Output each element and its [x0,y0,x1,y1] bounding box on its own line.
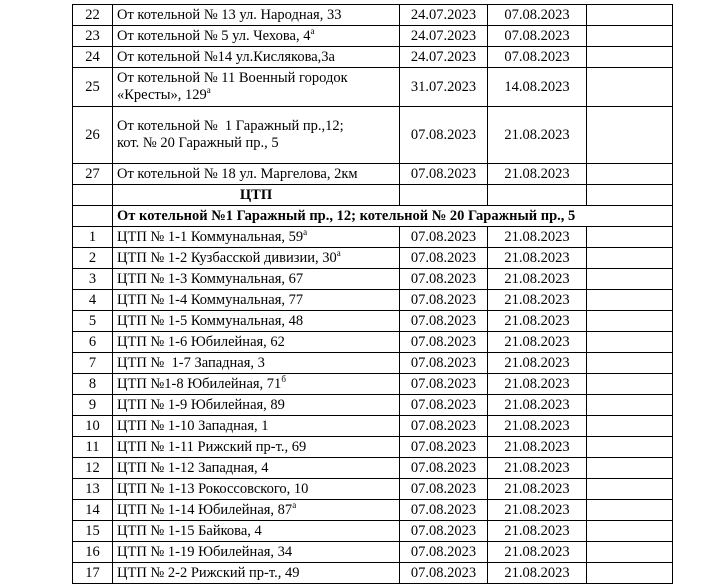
row-description: От котельной № 18 ул. Маргелова, 2км [113,164,400,185]
end-date: 21.08.2023 [488,332,587,353]
start-date: 07.08.2023 [400,500,488,521]
empty-cell [73,185,113,206]
row-description: ЦТП № 1-2 Кузбасской дивизии, $30^а$ [113,248,400,269]
end-date: 21.08.2023 [488,479,587,500]
empty-cell [587,5,673,26]
empty-cell [488,185,587,206]
row-description: ЦТП № 1-11 Рижский пр-т., 69 [113,437,400,458]
row-description: ЦТП № 1-15 Байкова, 4 [113,521,400,542]
table-row [73,269,673,290]
row-number: 11 [73,437,113,458]
start-date: 07.08.2023 [400,248,488,269]
table-row [73,500,673,521]
start-date: 07.08.2023 [400,107,488,164]
row-description: ЦТП № 2-2 Рижский пр-т., 49 [113,563,400,584]
row-number: 12 [73,458,113,479]
start-date: 24.07.2023 [400,26,488,47]
row-description: От котельной № 11 Военный городок «Кресты», $129^а$ [113,68,400,107]
row-number: 14 [73,500,113,521]
row-description: ЦТП №1-8 Юбилейная, $71^б$ [113,374,400,395]
empty-cell [587,107,673,164]
row-number: 27 [73,164,113,185]
end-date: 21.08.2023 [488,500,587,521]
superscript: а [303,227,308,237]
table-row [73,563,673,584]
row-description: От котельной № 5 ул. Чехова, $4^а$ [113,26,400,47]
row-number: 25 [73,68,113,107]
end-date: 21.08.2023 [488,395,587,416]
row-number: 1 [73,227,113,248]
start-date: 07.08.2023 [400,332,488,353]
start-date: 24.07.2023 [400,5,488,26]
superscript: а [336,248,341,258]
end-date: 07.08.2023 [488,47,587,68]
row-number: 22 [73,5,113,26]
row-number: 7 [73,353,113,374]
table-row [73,542,673,563]
table-row [73,311,673,332]
empty-cell [73,206,113,227]
empty-cell [587,26,673,47]
start-date: 07.08.2023 [400,374,488,395]
end-date: 21.08.2023 [488,458,587,479]
superscript: а [292,500,297,510]
start-date: 07.08.2023 [400,521,488,542]
table-row [73,416,673,437]
row-number: 8 [73,374,113,395]
end-date: 21.08.2023 [488,353,587,374]
table-row [73,5,673,26]
row-number: 5 [73,311,113,332]
empty-cell [587,374,673,395]
empty-cell [587,311,673,332]
schedule-table [72,4,673,584]
start-date: 07.08.2023 [400,479,488,500]
start-date: 07.08.2023 [400,542,488,563]
table-row [73,458,673,479]
row-number: 10 [73,416,113,437]
row-description: От котельной №14 ул.Кислякова,3а [113,47,400,68]
empty-cell [587,521,673,542]
row-number: 17 [73,563,113,584]
start-date: 07.08.2023 [400,458,488,479]
table-row [73,164,673,185]
empty-cell [587,290,673,311]
end-date: 21.08.2023 [488,437,587,458]
subsection-title: От котельной №1 Гаражный пр., 12; котельной № 20 Гаражный пр., 5 [113,206,673,227]
start-date: 07.08.2023 [400,395,488,416]
end-date: 21.08.2023 [488,227,587,248]
table-row [73,332,673,353]
row-description: ЦТП № 1-4 Коммунальная, 77 [113,290,400,311]
row-number: 23 [73,26,113,47]
empty-cell [587,479,673,500]
empty-cell [587,542,673,563]
empty-cell [587,416,673,437]
start-date: 07.08.2023 [400,437,488,458]
row-description: ЦТП № 1-13 Рокоссовского, 10 [113,479,400,500]
empty-cell [587,458,673,479]
empty-cell [587,248,673,269]
subsection-header-row [73,206,673,227]
row-number: 2 [73,248,113,269]
row-description: ЦТП № 1-10 Западная, 1 [113,416,400,437]
table-row [73,68,673,107]
empty-cell [587,332,673,353]
end-date: 21.08.2023 [488,521,587,542]
start-date: 07.08.2023 [400,290,488,311]
empty-cell [587,395,673,416]
end-date: 21.08.2023 [488,374,587,395]
table-row [73,437,673,458]
start-date: 07.08.2023 [400,227,488,248]
end-date: 21.08.2023 [488,563,587,584]
end-date: 21.08.2023 [488,542,587,563]
row-description: ЦТП № 1-12 Западная, 4 [113,458,400,479]
end-date: 21.08.2023 [488,416,587,437]
end-date: 21.08.2023 [488,311,587,332]
table-row [73,107,673,164]
row-description: ЦТП № 1-19 Юбилейная, 34 [113,542,400,563]
table-row [73,227,673,248]
row-number: 4 [73,290,113,311]
table-row [73,248,673,269]
table-row [73,47,673,68]
start-date: 07.08.2023 [400,563,488,584]
empty-cell [587,47,673,68]
row-number: 6 [73,332,113,353]
empty-cell [587,437,673,458]
end-date: 21.08.2023 [488,107,587,164]
row-description: От котельной № 1 Гаражный пр.,12; кот. № 20 Гаражный пр., 5 [113,107,400,164]
end-date: 21.08.2023 [488,248,587,269]
row-number: 24 [73,47,113,68]
table-row [73,479,673,500]
empty-cell [587,269,673,290]
start-date: 24.07.2023 [400,47,488,68]
empty-cell [587,164,673,185]
section-header-row [73,185,673,206]
start-date: 07.08.2023 [400,416,488,437]
row-description: ЦТП № 1-7 Западная, 3 [113,353,400,374]
empty-cell [587,185,673,206]
row-number: 9 [73,395,113,416]
end-date: 21.08.2023 [488,164,587,185]
end-date: 21.08.2023 [488,269,587,290]
row-description: ЦТП № 1-3 Коммунальная, 67 [113,269,400,290]
start-date: 07.08.2023 [400,353,488,374]
row-description: ЦТП № 1-14 Юбилейная, $87^а$ [113,500,400,521]
row-number: 16 [73,542,113,563]
start-date: 07.08.2023 [400,311,488,332]
empty-cell [587,353,673,374]
row-description: От котельной № 13 ул. Народная, 33 [113,5,400,26]
table-row [73,374,673,395]
start-date: 07.08.2023 [400,269,488,290]
start-date: 31.07.2023 [400,68,488,107]
start-date: 07.08.2023 [400,164,488,185]
row-description: ЦТП № 1-6 Юбилейная, 62 [113,332,400,353]
row-description: ЦТП № 1-9 Юбилейная, 89 [113,395,400,416]
row-number: 26 [73,107,113,164]
end-date: 14.08.2023 [488,68,587,107]
table-row [73,290,673,311]
end-date: 07.08.2023 [488,26,587,47]
empty-cell [587,563,673,584]
table-row [73,395,673,416]
table-row [73,26,673,47]
superscript: а [310,26,315,36]
empty-cell [587,68,673,107]
table-row [73,353,673,374]
superscript: б [281,374,286,384]
row-number: 3 [73,269,113,290]
row-number: 13 [73,479,113,500]
end-date: 21.08.2023 [488,290,587,311]
empty-cell [400,185,488,206]
section-title: ЦТП [113,185,400,206]
table-row [73,521,673,542]
end-date: 07.08.2023 [488,5,587,26]
empty-cell [587,227,673,248]
row-description: ЦТП № 1-5 Коммунальная, 48 [113,311,400,332]
empty-cell [587,500,673,521]
row-description: ЦТП № 1-1 Коммунальная, $59^а$ [113,227,400,248]
row-number: 15 [73,521,113,542]
